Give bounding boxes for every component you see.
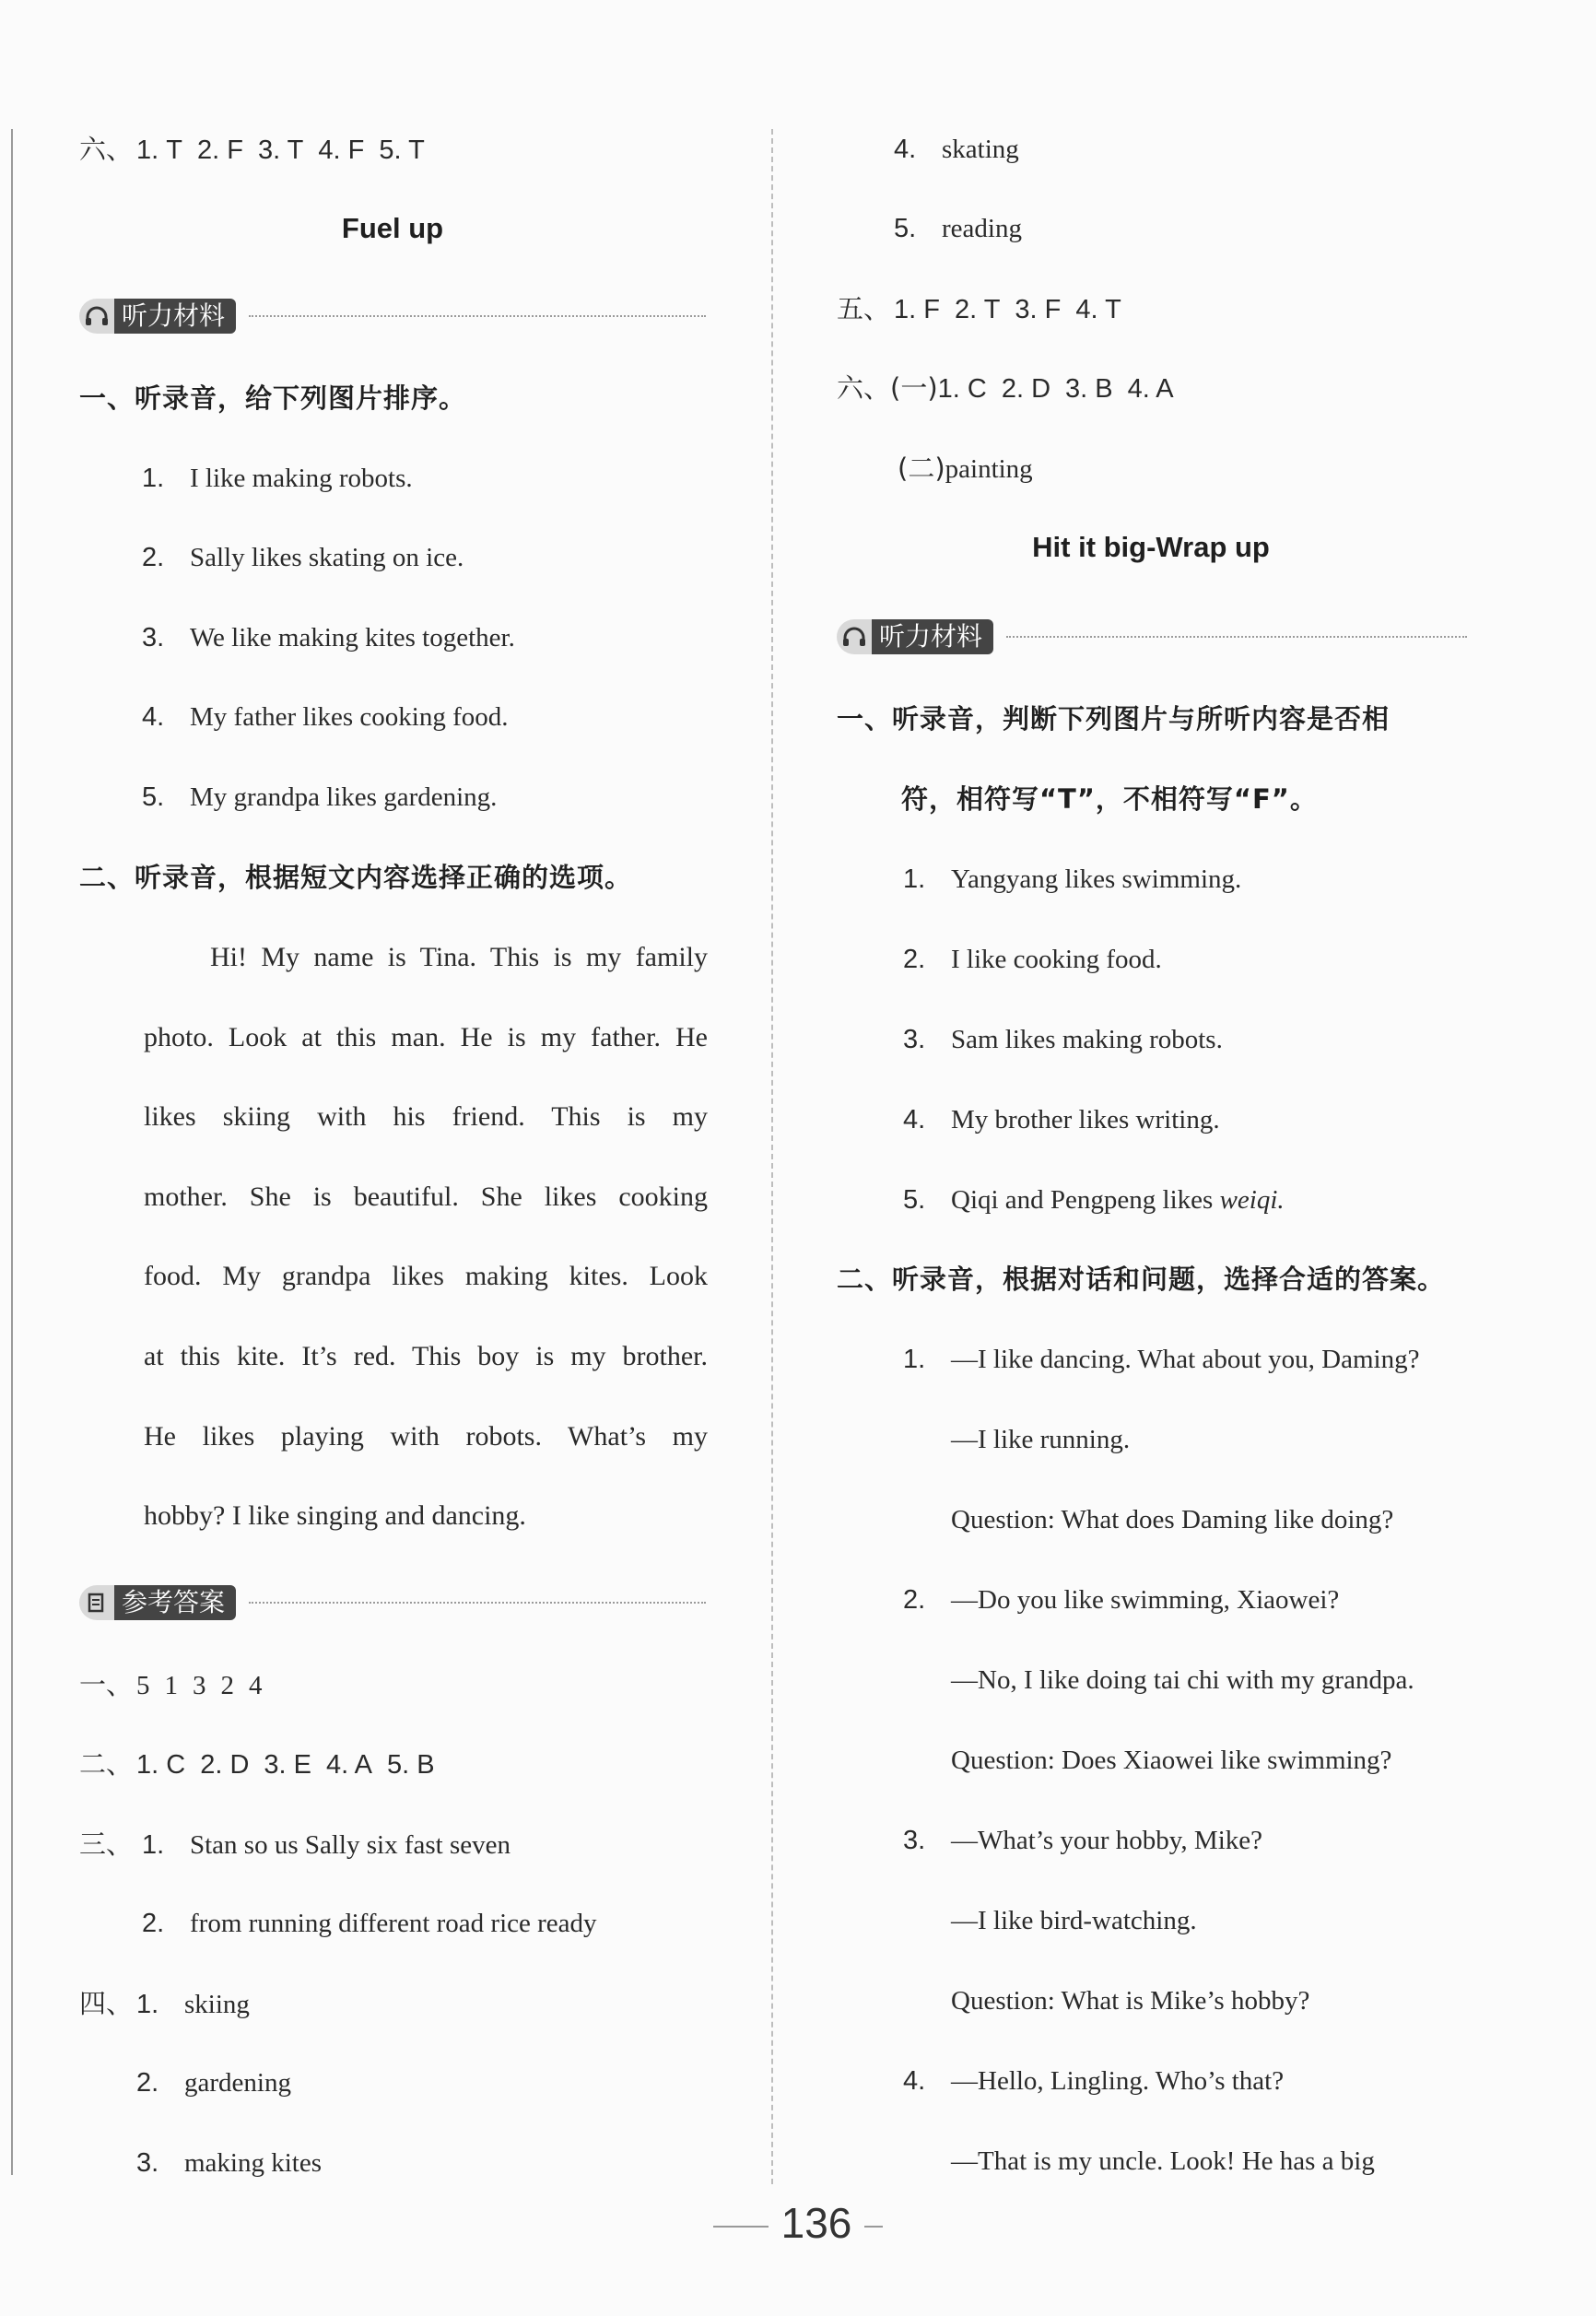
dialog-line: —I like bird-watching. xyxy=(951,1906,1197,1935)
page-number-text: 136 xyxy=(780,2199,852,2247)
listening-passage xyxy=(144,918,708,1557)
passage-line: photo. Look at this man. He is my father. He xyxy=(144,1021,708,1052)
answer-row-three: 三、 1. Stan so us Sally six fast seven xyxy=(79,1828,510,1860)
answer-item: 3. making kites xyxy=(136,2148,323,2178)
column-divider xyxy=(771,129,773,2184)
list-item: 2. Sally likes skating on ice. xyxy=(142,543,464,572)
listening-material-tag xyxy=(79,297,706,335)
tag-dotted-line xyxy=(249,1602,706,1604)
list-item: 5. My grandpa likes gardening. xyxy=(142,782,498,812)
passage-line: hobby? I like singing and dancing. xyxy=(144,1500,526,1532)
dialog-line: —No, I like doing tai chi with my grandpa. xyxy=(951,1665,1414,1695)
dialog-line: 1. —I like dancing. What about you, Daming? xyxy=(903,1345,1420,1374)
passage-line: food. My grandpa likes making kites. Look xyxy=(144,1261,708,1292)
list-item: 4. My father likes cooking food. xyxy=(142,702,509,732)
dialog-question: Question: What is Mike’s hobby? xyxy=(951,1986,1310,2016)
section-heading-cont: 符，相符写“T”，不相符写“F”。 xyxy=(901,783,1318,815)
dialog-line: —I like running. xyxy=(951,1425,1131,1454)
page-edge-line xyxy=(11,129,13,2175)
answer-prefix: 六、 xyxy=(79,134,134,165)
answer-row-five: 五、 1. F 2. T 3. F 4. T xyxy=(837,293,1121,324)
answer-row-six xyxy=(79,131,440,169)
page-number-rule xyxy=(864,2226,883,2228)
answer-row-six: 六、(一)1. C 2. D 3. B 4. A xyxy=(837,372,1174,404)
answer-item: 4. F xyxy=(318,135,365,165)
page-number-rule xyxy=(713,2226,769,2228)
dialog-line: 2. —Do you like swimming, Xiaowei? xyxy=(903,1585,1340,1615)
dialog-line: —That is my uncle. Look! He has a big xyxy=(951,2146,1375,2176)
passage-line: Hi! My name is Tina. This is my family xyxy=(210,942,708,972)
list-item: 5. Qiqi and Pengpeng likes weiqi. xyxy=(903,1185,1285,1215)
list-item: 2. I like cooking food. xyxy=(903,945,1162,974)
page-number xyxy=(0,2198,1596,2248)
passage-line: He likes playing with robots. What’s my xyxy=(144,1420,708,1452)
answer-row-two: 二、 1. C 2. D 3. E 4. A 5. B xyxy=(79,1748,435,1780)
tag-dotted-line xyxy=(249,315,706,317)
section-heading: 二、听录音，根据短文内容选择正确的选项。 xyxy=(79,862,633,893)
answer-item: 3. T xyxy=(257,135,304,165)
dialog-question: Question: What does Daming like doing? xyxy=(951,1505,1394,1534)
list-item: 3. We like making kites together. xyxy=(142,623,515,652)
answer-item: 2. gardening xyxy=(136,2068,291,2098)
answer-row-one: 一、 5 1 3 2 4 xyxy=(79,1669,263,1700)
answer-item: 1. T xyxy=(136,135,182,165)
headphones-icon xyxy=(79,299,114,334)
unit-title: Fuel up xyxy=(341,212,444,244)
dialog-line: 3. —What’s your hobby, Mike? xyxy=(903,1826,1263,1855)
listening-material-tag xyxy=(837,617,1467,656)
list-item: 3. Sam likes making robots. xyxy=(903,1025,1223,1054)
answer-item: 5. reading xyxy=(894,214,1022,243)
unit-title: Hit it big-Wrap up xyxy=(1032,531,1270,563)
passage-line: at this kite. It’s red. This boy is my brother. xyxy=(144,1340,708,1371)
answer-item: 4. skating xyxy=(894,135,1019,164)
tag-label: 听力材料 xyxy=(872,619,993,654)
passage-line: mother. She is beautiful. She likes cooking xyxy=(144,1181,708,1212)
answer-row-four: 四、 1. skiing xyxy=(79,1988,250,2019)
passage-line: likes skiing with his friend. This is my xyxy=(144,1101,708,1133)
answer-item: 2. F xyxy=(196,135,243,165)
tag-label: 听力材料 xyxy=(114,299,236,334)
answer-item: (二)painting xyxy=(898,453,1033,484)
tag-label: 参考答案 xyxy=(114,1585,236,1620)
document-icon xyxy=(79,1585,114,1620)
list-item: 1. I like making robots. xyxy=(142,464,413,493)
answer-item: 2. from running different road rice ready xyxy=(142,1909,597,1938)
section-heading: 二、听录音，根据对话和问题，选择合适的答案。 xyxy=(837,1264,1446,1295)
answer-item: 5. T xyxy=(379,135,425,165)
list-item: 4. My brother likes writing. xyxy=(903,1105,1220,1134)
section-heading: 一、听录音，判断下列图片与所听内容是否相 xyxy=(837,703,1391,735)
answer-key-tag xyxy=(79,1583,706,1622)
headphones-icon xyxy=(837,619,872,654)
section-heading: 一、听录音，给下列图片排序。 xyxy=(79,382,467,414)
tag-dotted-line xyxy=(1006,636,1467,638)
dialog-question: Question: Does Xiaowei like swimming? xyxy=(951,1746,1392,1775)
list-item: 1. Yangyang likes swimming. xyxy=(903,864,1242,894)
dialog-line: 4. —Hello, Lingling. Who’s that? xyxy=(903,2066,1285,2096)
